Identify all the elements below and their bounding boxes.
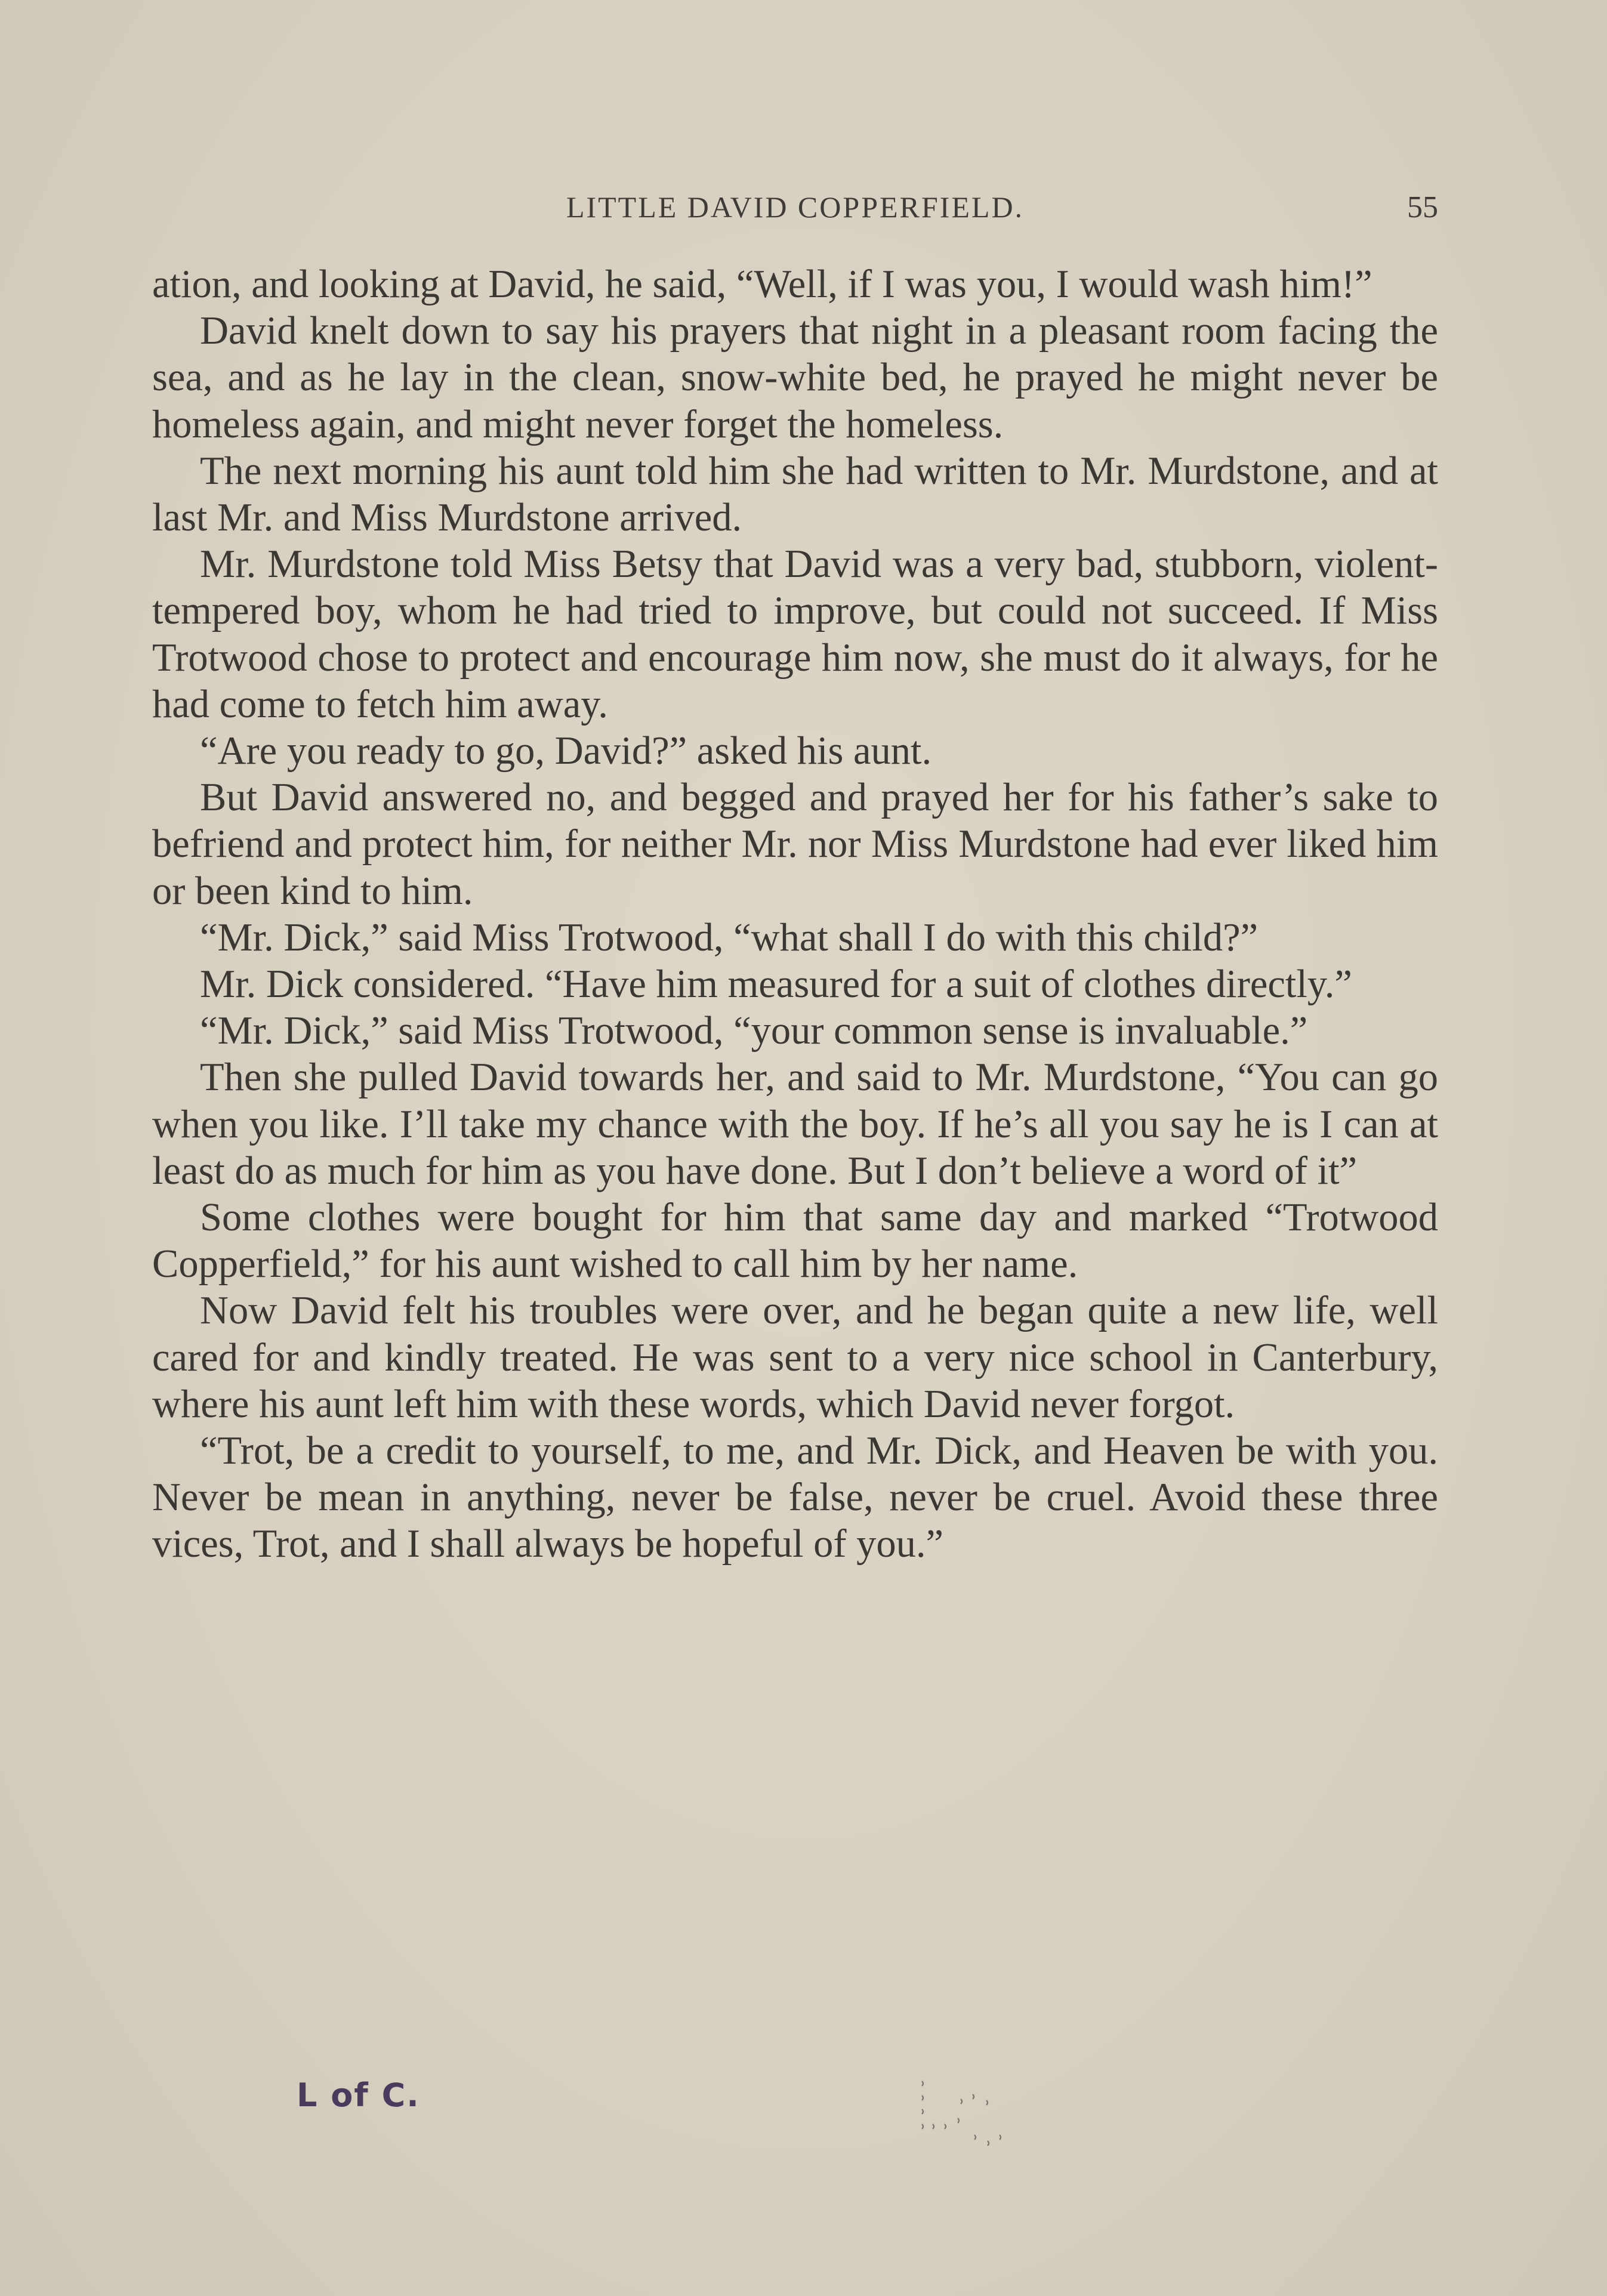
running-header [152,190,1438,237]
paragraph-7: “Mr. Dick,” said Miss Trotwood, “what shall I do with this child?” [200,915,1259,959]
paragraph-10: Then she pulled David towards her, and said to Mr. Murdstone, “You can go when you like. I’ll take my chance with the boy. If he’s all you say he is I can at least do as much for him as you have done. But I don’t believe a word of it” [152,1056,1438,1193]
paragraph-3: The next morning his aunt told him she had written to Mr. Murdstone, and at last Mr. and Miss Murdstone arrived. [152,449,1438,540]
body-text [152,261,1438,1568]
paragraph-8: Mr. Dick considered. “Have him measured for a suit of clothes directly.” [200,962,1352,1007]
paragraph-12: Now David felt his troubles were over, and he began quite a new life, well cared for and kindly treated. He was sent to a very nice school in Canterbury, where his aunt left him with these words, which David never forgot. [152,1289,1438,1426]
paragraph-6: But David answered no, and begged and prayed her for his father’s sake to befriend and protect him, for neither Mr. nor Miss Murdstone had ever liked him or been kind to him. [152,776,1438,913]
running-title: LITTLE DAVID COPPERFIELD. [566,190,1025,224]
ink-marks-icon [916,2076,1011,2172]
library-stamp: L of C. [297,2076,420,2114]
paragraph-5: “Are you ready to go, David?” asked his aunt. [200,729,932,773]
paragraph-4: Mr. Murdstone told Miss Betsy that David was a very bad, stubborn, violent-tempered boy, whom he had tried to improve, but could not succeed. If Miss Trotwood chose to protect and encourage him now, she must do it always, for he had come to fetch him away. [152,542,1438,726]
paragraph-1: ation, and looking at David, he said, “Well, if I was you, I would wash him!” [152,263,1372,306]
paragraph-13: “Trot, be a credit to yourself, to me, and Mr. Dick, and Heaven be with you. Never be mean in anything, never be false, never be cruel. Avoid these three vices, Trot, and I shall always be hopeful of you.” [152,1429,1438,1566]
paragraph-2: David knelt down to say his prayers that night in a pleasant room facing the sea, and as he lay in the clean, snow-white bed, he prayed he might never be homeless again, and might never forget the homeless. [152,309,1438,446]
paragraph-9: “Mr. Dick,” said Miss Trotwood, “your common sense is invaluable.” [200,1009,1308,1053]
page-number: 55 [1407,190,1438,224]
paragraph-11: Some clothes were bought for him that same day and marked “Trotwood Copperfield,” for his aunt wished to call him by her name. [152,1196,1438,1286]
